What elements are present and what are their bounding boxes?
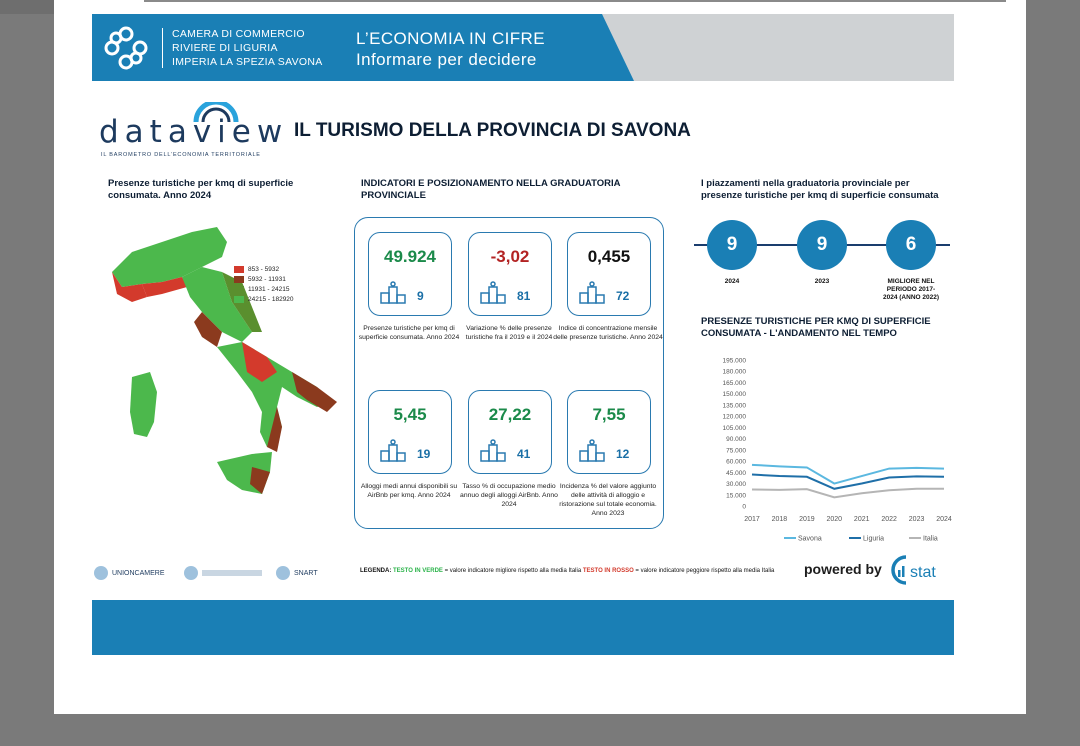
x-tick-label: 2017 xyxy=(744,516,760,523)
legend-note-label: LEGENDA: xyxy=(360,568,392,574)
top-rule xyxy=(144,0,1006,2)
legend-label-1: 853 - 5932 xyxy=(248,265,280,273)
map-legend-item xyxy=(234,274,294,284)
map-puglia-region xyxy=(292,372,337,412)
kpi-description: Presenze turistiche per kmq di superficie consumata. Anno 2024 xyxy=(358,325,460,341)
powered-by-text: powered by xyxy=(804,561,882,577)
kpi-value: 7,55 xyxy=(592,405,626,424)
kpi-card xyxy=(567,232,651,316)
podium-icon xyxy=(578,281,608,305)
x-tick-label: 2021 xyxy=(853,516,870,523)
legend-swatch-3 xyxy=(234,286,244,293)
right-edge xyxy=(1026,0,1080,746)
legend-label-savona: Savona xyxy=(798,535,822,543)
y-tick-label: 0 xyxy=(742,503,746,511)
italy-map xyxy=(102,222,342,532)
placement-label: 2024 xyxy=(724,278,740,285)
indicators-section-title: INDICATORI E POSIZIONAMENTO NELLA GRADUATORIA PROVINCIALE xyxy=(361,178,621,201)
chamber-logo-icon xyxy=(102,24,150,72)
chamber-name xyxy=(172,27,323,69)
partner-unioncamere xyxy=(94,566,165,580)
podium-icon xyxy=(479,281,509,305)
y-tick-label: 165.000 xyxy=(722,379,746,387)
cstat-logo-text: stat xyxy=(910,564,936,581)
series-line-liguria xyxy=(752,475,944,489)
y-tick-label: 75.000 xyxy=(726,447,746,455)
podium-icon xyxy=(379,439,409,463)
y-tick-label: 180.000 xyxy=(722,368,746,376)
legend-note-mid: = valore indicatore migliore rispetto alla media Italia xyxy=(444,568,582,574)
series-line-savona xyxy=(752,465,944,484)
map-legend-item xyxy=(234,284,294,294)
chamber-line-2: RIVIERE DI LIGURIA xyxy=(172,42,278,54)
kpi-card xyxy=(368,232,452,316)
legend-label-italia: Italia xyxy=(923,535,938,543)
tagline-2: Informare per decidere xyxy=(356,50,537,69)
legend-note-end: = valore indicatore peggiore rispetto alla media Italia xyxy=(635,568,775,574)
header-tagline xyxy=(356,28,545,70)
x-tick-label: 2024 xyxy=(936,516,952,523)
cstat-logo-icon xyxy=(888,553,956,587)
y-tick-label: 105.000 xyxy=(722,424,746,432)
kpi-description: Indice di concentrazione mensile delle presenze turistiche. Anno 2024 xyxy=(553,325,663,341)
podium-icon xyxy=(479,439,509,463)
partner-3-label: SNART xyxy=(294,569,318,577)
kpi-value: 5,45 xyxy=(393,405,427,424)
kpi-value: -3,02 xyxy=(490,247,530,266)
chamber-line-3: IMPERIA LA SPEZIA SAVONA xyxy=(172,56,323,68)
footer-blue-band xyxy=(92,600,954,655)
legend-label-2: 5932 - 11931 xyxy=(248,275,286,283)
kpi-rank: 12 xyxy=(616,447,630,461)
partner-1-label: UNIONCAMERE xyxy=(112,569,165,577)
partner-snart xyxy=(276,566,318,580)
chamber-line-1: CAMERA DI COMMERCIO xyxy=(172,28,305,40)
legend-label-4: 24215 - 182920 xyxy=(248,295,294,303)
y-tick-label: 150.000 xyxy=(722,391,746,399)
placements-row xyxy=(694,216,950,316)
logo-word: dataview xyxy=(99,114,289,150)
header-divider xyxy=(162,28,163,68)
placement-circle: 9 xyxy=(797,220,847,270)
kpi-description: Alloggi medi annui disponibili su AirBnb per kmq. Anno 2024 xyxy=(360,483,458,499)
placement-circle: 9 xyxy=(707,220,757,270)
podium-icon xyxy=(379,281,409,305)
y-tick-label: 45.000 xyxy=(726,469,746,477)
infographic-page xyxy=(54,0,1026,714)
y-tick-label: 60.000 xyxy=(726,458,746,466)
legend-label-3: 11931 - 24215 xyxy=(248,285,290,293)
logo-subtitle: IL BAROMETRO DELL’ECONOMIA TERRITORIALE xyxy=(101,152,261,158)
x-tick-label: 2020 xyxy=(826,516,843,523)
legend-label-liguria: Liguria xyxy=(863,535,885,543)
legend-swatch-2 xyxy=(234,276,244,283)
color-legend-note xyxy=(360,568,774,574)
x-tick-label: 2019 xyxy=(799,516,815,523)
y-tick-label: 30.000 xyxy=(726,481,746,489)
snart-logo-icon xyxy=(276,566,290,580)
legend-swatch-1 xyxy=(234,266,244,273)
podium-icon xyxy=(578,439,608,463)
kpi-description: Tasso % di occupazione medio annuo degli alloggi AirBnb. Anno 2024 xyxy=(460,483,558,508)
kpi-card xyxy=(368,390,452,474)
legend-note-green: TESTO IN VERDE xyxy=(393,568,443,574)
page-title: IL TURISMO DELLA PROVINCIA DI SAVONA xyxy=(294,120,691,141)
series-line-italia xyxy=(752,489,944,498)
x-tick-label: 2023 xyxy=(908,516,925,523)
kpi-card xyxy=(567,390,651,474)
y-tick-label: 90.000 xyxy=(726,436,746,444)
trend-line-chart xyxy=(694,350,954,550)
kpi-value: 0,455 xyxy=(587,247,631,266)
legend-note-red: TESTO IN ROSSO xyxy=(582,568,634,574)
kpi-rank: 19 xyxy=(417,447,431,461)
chart-title: PRESENZE TURISTICHE PER KMQ DI SUPERFICIE CONSUMATA - L'ANDAMENTO NEL TEMPO xyxy=(701,316,931,339)
map-section-title: Presenze turistiche per kmq di superficie consumata. Anno 2024 xyxy=(108,178,294,201)
placements-section-title: I piazzamenti nella graduatoria provinciale per presenze turistiche per kmq di superficie consumata xyxy=(701,178,939,201)
dataview-logo xyxy=(99,100,289,162)
partner-osservatorio xyxy=(184,566,262,580)
kpi-rank: 9 xyxy=(417,289,424,303)
kpi-rank: 72 xyxy=(616,289,630,303)
y-tick-label: 15.000 xyxy=(726,492,746,500)
x-tick-label: 2022 xyxy=(881,516,897,523)
kpi-value: 27,22 xyxy=(488,405,532,424)
map-legend-item xyxy=(234,264,294,274)
header-banner xyxy=(92,14,954,81)
kpi-rank: 41 xyxy=(517,447,531,461)
osservatorio-logo-text xyxy=(202,570,262,576)
placement-label: MIGLIORE NEL PERIODO 2017-2024 (ANNO 2022) xyxy=(883,278,939,301)
map-sardinia xyxy=(130,372,157,437)
kpi-description: Variazione % delle presenze turistiche fra il 2019 e il 2024 xyxy=(465,325,553,341)
kpi-description: Incidenza % del valore aggiunto delle attività di alloggio e ristorazione sul totale economia. Anno 2023 xyxy=(559,483,657,517)
y-tick-label: 135.000 xyxy=(722,402,746,410)
y-tick-label: 120.000 xyxy=(722,413,746,421)
placement-label: 2023 xyxy=(814,278,830,285)
y-tick-label: 195.000 xyxy=(722,357,746,365)
map-legend xyxy=(234,264,294,304)
kpi-card xyxy=(468,390,552,474)
osservatorio-logo-icon xyxy=(184,566,198,580)
tagline-1: L’ECONOMIA IN CIFRE xyxy=(356,29,545,48)
placement-circle: 6 xyxy=(886,220,936,270)
kpi-value: 49.924 xyxy=(384,247,436,266)
x-tick-label: 2018 xyxy=(771,516,788,523)
map-legend-item xyxy=(234,294,294,304)
kpi-rank: 81 xyxy=(517,289,531,303)
kpi-card xyxy=(468,232,552,316)
unioncamere-logo-icon xyxy=(94,566,108,580)
legend-swatch-4 xyxy=(234,296,244,303)
